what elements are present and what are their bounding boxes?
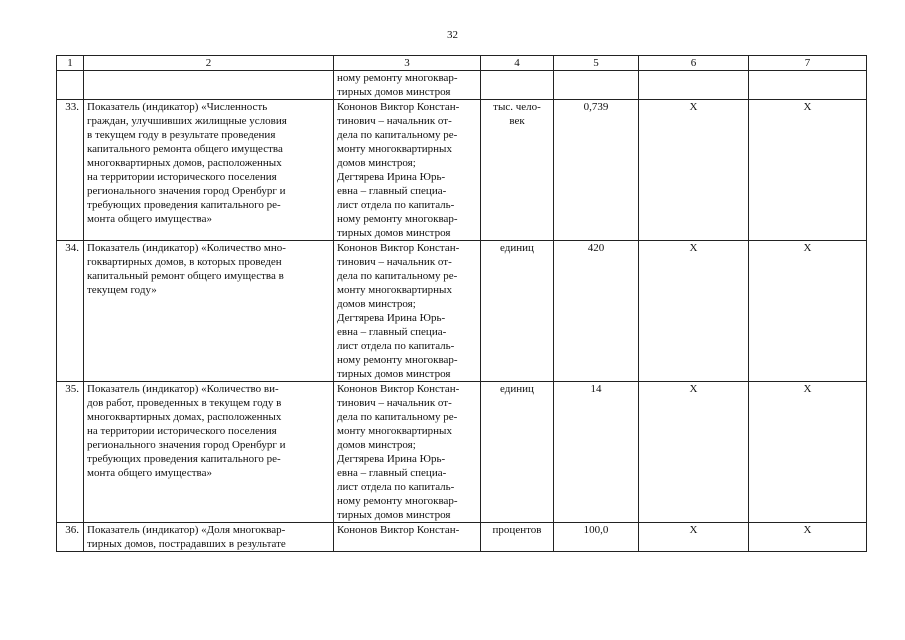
value-cell — [554, 71, 639, 100]
col6-cell: X — [639, 523, 749, 552]
header-cell: 1 — [57, 56, 84, 71]
responsible-cell: Кононов Виктор Констан- тинович – начальник от- дела по капитальному ре- монту многоквартирных домов минстроя; Дегтярева Ирина Юрь- евна – главный специа- лист отдела по капиталь- ному ремонту многоквар- тирных домов минстроя — [334, 382, 481, 523]
unit-cell: тыс. чело- век — [481, 100, 554, 241]
indicators-table — [56, 55, 867, 552]
row-number: 35. — [57, 382, 84, 523]
indicator-cell: Показатель (индикатор) «Доля многоквар- тирных домов, пострадавших в результате — [84, 523, 334, 552]
indicator-cell: Показатель (индикатор) «Количество ви- дов работ, проведенных в текущем году в многоквартирных домах, расположенных на территории исторического поселения регионального значения город Оренбург и требующих проведения капитального ре- монта общего имущества» — [84, 382, 334, 523]
col7-cell: X — [749, 241, 867, 382]
header-cell: 3 — [334, 56, 481, 71]
indicator-cell: Показатель (индикатор) «Количество мно- гоквартирных домов, в которых проведен капитальный ремонт общего имущества в текущем году» — [84, 241, 334, 382]
unit-cell — [481, 71, 554, 100]
col7-cell: X — [749, 523, 867, 552]
table-row — [57, 241, 867, 382]
header-cell: 4 — [481, 56, 554, 71]
col6-cell: X — [639, 241, 749, 382]
unit-cell: единиц — [481, 241, 554, 382]
indicator-cell — [84, 71, 334, 100]
col7-cell: X — [749, 100, 867, 241]
table-row — [57, 523, 867, 552]
table-row — [57, 71, 867, 100]
header-cell: 6 — [639, 56, 749, 71]
table-row — [57, 100, 867, 241]
row-number: 36. — [57, 523, 84, 552]
value-cell: 420 — [554, 241, 639, 382]
responsible-cell: Кононов Виктор Констан- — [334, 523, 481, 552]
header-cell: 2 — [84, 56, 334, 71]
row-number: 33. — [57, 100, 84, 241]
value-cell: 14 — [554, 382, 639, 523]
header-cell: 5 — [554, 56, 639, 71]
col6-cell: X — [639, 382, 749, 523]
col7-cell: X — [749, 382, 867, 523]
value-cell: 100,0 — [554, 523, 639, 552]
col6-cell: X — [639, 100, 749, 241]
row-number — [57, 71, 84, 100]
responsible-cell: Кононов Виктор Констан- тинович – начальник от- дела по капитальному ре- монту многоквартирных домов минстроя; Дегтярева Ирина Юрь- евна – главный специа- лист отдела по капиталь- ному ремонту многоквар- тирных домов минстроя — [334, 100, 481, 241]
value-cell: 0,739 — [554, 100, 639, 241]
unit-cell: единиц — [481, 382, 554, 523]
row-number: 34. — [57, 241, 84, 382]
responsible-cell: ному ремонту многоквар- тирных домов минстроя — [334, 71, 481, 100]
page-number: 32 — [447, 29, 458, 41]
header-cell: 7 — [749, 56, 867, 71]
col7-cell — [749, 71, 867, 100]
unit-cell: процентов — [481, 523, 554, 552]
col6-cell — [639, 71, 749, 100]
table-header-row — [57, 56, 867, 71]
table-row — [57, 382, 867, 523]
indicator-cell: Показатель (индикатор) «Численность граждан, улучшивших жилищные условия в текущем году в результате проведения капитального ремонта общего имущества многоквартирных домов, расположенных на территории исторического поселения регионального значения город Оренбург и требующих проведения капитального ре- монта общего имущества» — [84, 100, 334, 241]
responsible-cell: Кононов Виктор Констан- тинович – начальник от- дела по капитальному ре- монту многоквартирных домов минстроя; Дегтярева Ирина Юрь- евна – главный специа- лист отдела по капиталь- ному ремонту многоквар- тирных домов минстроя — [334, 241, 481, 382]
